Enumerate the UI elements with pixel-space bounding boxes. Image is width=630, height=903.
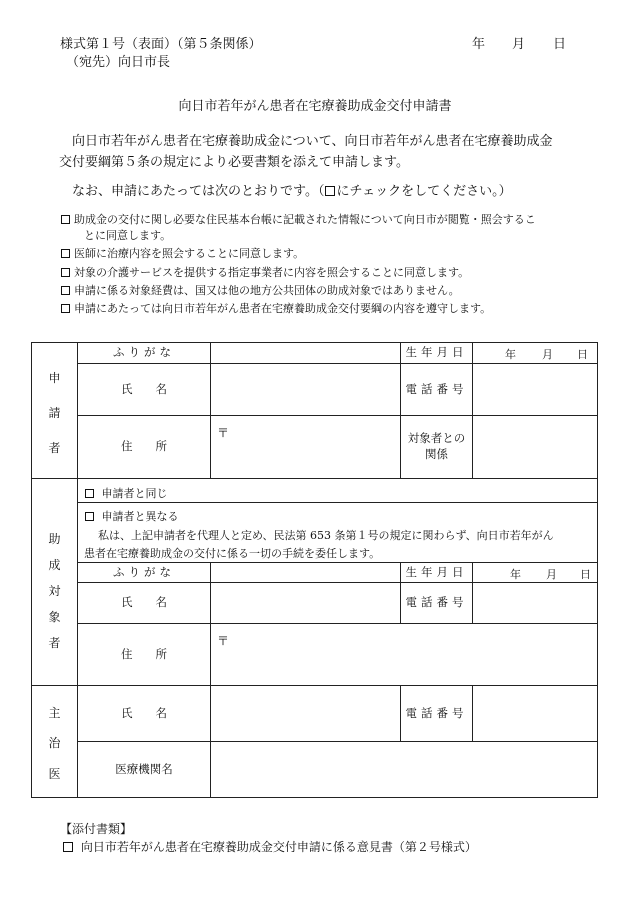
- attachment-text: 向日市若年がん患者在宅療養助成金交付申請に係る意見書（第２号様式）: [80, 840, 477, 854]
- applicant-relation-field[interactable]: [473, 416, 597, 478]
- section-char: 象: [48, 609, 61, 624]
- doctor-name-field[interactable]: [211, 686, 400, 741]
- applicant-furigana-field[interactable]: [211, 343, 400, 363]
- subject-furigana-label: ふりがな: [112, 564, 176, 579]
- different-from-applicant-option[interactable]: [85, 508, 179, 524]
- subject-birth-day: 日: [580, 568, 591, 581]
- attachments-heading: 【添付書類】: [60, 822, 133, 836]
- section-char: 医: [48, 767, 61, 782]
- postal-mark: 〒: [217, 426, 230, 440]
- doctor-name-label: 氏 名: [121, 705, 167, 720]
- applicant-relation-label: [401, 416, 472, 478]
- checkbox-icon: [325, 186, 335, 196]
- subject-address-field[interactable]: [211, 624, 597, 685]
- doctor-section-label: [32, 697, 77, 789]
- subject-address-label: 住 所: [121, 646, 167, 661]
- subject-birth-year: 年: [510, 568, 521, 581]
- applicant-name-label: 氏 名: [121, 381, 167, 396]
- intro-line-2: 交付要綱第５条の規定により必要書類を添えて申請します。: [59, 155, 409, 170]
- consent-text: 申請にあたっては向日市若年がん患者在宅療養助成金交付要綱の内容を遵守します。: [74, 302, 492, 315]
- date-month-label: 月: [512, 37, 526, 52]
- consent-item: [61, 245, 304, 261]
- applicant-birthdate-label: 生年月日: [405, 345, 468, 360]
- section-char: 者: [48, 441, 61, 455]
- consent-checkbox[interactable]: [61, 304, 70, 313]
- table-border: [31, 797, 598, 798]
- consent-text: 医師に治療内容を照会することに同意します。: [74, 247, 305, 260]
- attachment-item: [63, 838, 477, 855]
- applicant-address-field[interactable]: [211, 416, 400, 478]
- intro-note: [72, 180, 512, 199]
- section-char: 請: [48, 406, 61, 420]
- consent-item: [61, 282, 460, 298]
- table-border: [597, 342, 598, 798]
- consent-checkbox[interactable]: [61, 249, 70, 258]
- relation-line-1: 対象者との: [407, 431, 466, 446]
- subject-birthdate-label: 生年月日: [405, 564, 468, 579]
- table-divider: [31, 478, 598, 479]
- section-char: 成: [48, 557, 61, 572]
- section-char: 申: [48, 371, 61, 385]
- subject-section-label: [32, 525, 77, 655]
- consent-item: [61, 300, 491, 316]
- checkbox-icon[interactable]: [85, 489, 94, 498]
- subject-furigana-field[interactable]: [211, 563, 400, 582]
- same-as-applicant-option[interactable]: [85, 485, 168, 501]
- applicant-phone-label: 電話番号: [405, 381, 468, 396]
- section-char: 対: [48, 583, 61, 598]
- applicant-section-label: [32, 360, 77, 465]
- consent-item: [61, 211, 536, 227]
- checkbox-icon[interactable]: [85, 512, 94, 521]
- subject-name-field[interactable]: [211, 583, 400, 623]
- consent-text: 申請に係る対象経費は、国又は他の地方公共団体の助成対象ではありません。: [74, 284, 460, 297]
- consent-item: [61, 264, 469, 280]
- applicant-birth-day: 日: [577, 348, 588, 361]
- relation-line-2: 関係: [425, 447, 448, 461]
- table-divider: [77, 502, 598, 503]
- attachment-checkbox[interactable]: [63, 842, 73, 852]
- doctor-phone-label: 電話番号: [405, 705, 468, 720]
- doctor-institution-label: 医療機関名: [115, 761, 173, 776]
- date-year-label: 年: [472, 37, 486, 52]
- section-char: 者: [48, 635, 61, 650]
- consent-text: 助成金の交付に関し必要な住民基本台帳に記載された情報について向日市が閲覧・照会するこ: [74, 213, 536, 226]
- intro-note-pre: なお、申請にあたっては次のとおりです。（: [72, 184, 325, 199]
- document-title: 向日市若年がん患者在宅療養助成金交付申請書: [178, 99, 452, 114]
- applicant-address-label: 住 所: [121, 439, 167, 454]
- applicant-name-field[interactable]: [211, 364, 400, 415]
- consent-checkbox[interactable]: [61, 286, 70, 295]
- postal-mark: 〒: [217, 634, 230, 648]
- section-char: 主: [48, 705, 61, 720]
- section-char: 治: [48, 736, 61, 751]
- section-char: 助: [48, 531, 61, 546]
- intro-note-post: にチェックをしてください。）: [336, 184, 512, 199]
- subject-phone-field[interactable]: [473, 583, 597, 623]
- option-label: 申請者と異なる: [101, 510, 179, 523]
- applicant-phone-field[interactable]: [473, 364, 597, 415]
- applicant-birth-month: 月: [542, 348, 553, 361]
- subject-name-label: 氏 名: [121, 595, 167, 610]
- doctor-phone-field[interactable]: [473, 686, 597, 741]
- option-label: 申請者と同じ: [101, 487, 168, 500]
- proxy-text-line-2: 患者在宅療養助成金の交付に係る一切の手続を委任します。: [84, 547, 381, 560]
- proxy-text-line-1: 私は、上記申請者を代理人と定め、民法第 653 条第１号の規定に関わらず、向日市若年がん: [98, 529, 554, 542]
- consent-checkbox[interactable]: [61, 215, 70, 224]
- applicant-birth-year: 年: [505, 348, 516, 361]
- doctor-institution-field[interactable]: [211, 742, 597, 797]
- form-label: 様式第１号（表面）（第５条関係）: [60, 37, 262, 52]
- subject-phone-label: 電話番号: [405, 595, 468, 610]
- consent-checkbox[interactable]: [61, 268, 70, 277]
- intro-line-1: 向日市若年がん患者在宅療養助成金について、向日市若年がん患者在宅療養助成金: [72, 134, 553, 149]
- consent-continuation: とに同意します。: [84, 229, 172, 242]
- date-day-label: 日: [553, 37, 567, 52]
- addressee: （宛先）向日市長: [66, 55, 171, 70]
- applicant-furigana-label: ふりがな: [112, 345, 176, 360]
- consent-text: 対象の介護サービスを提供する指定事業者に内容を照会することに同意します。: [74, 266, 470, 279]
- subject-birth-month: 月: [546, 568, 557, 581]
